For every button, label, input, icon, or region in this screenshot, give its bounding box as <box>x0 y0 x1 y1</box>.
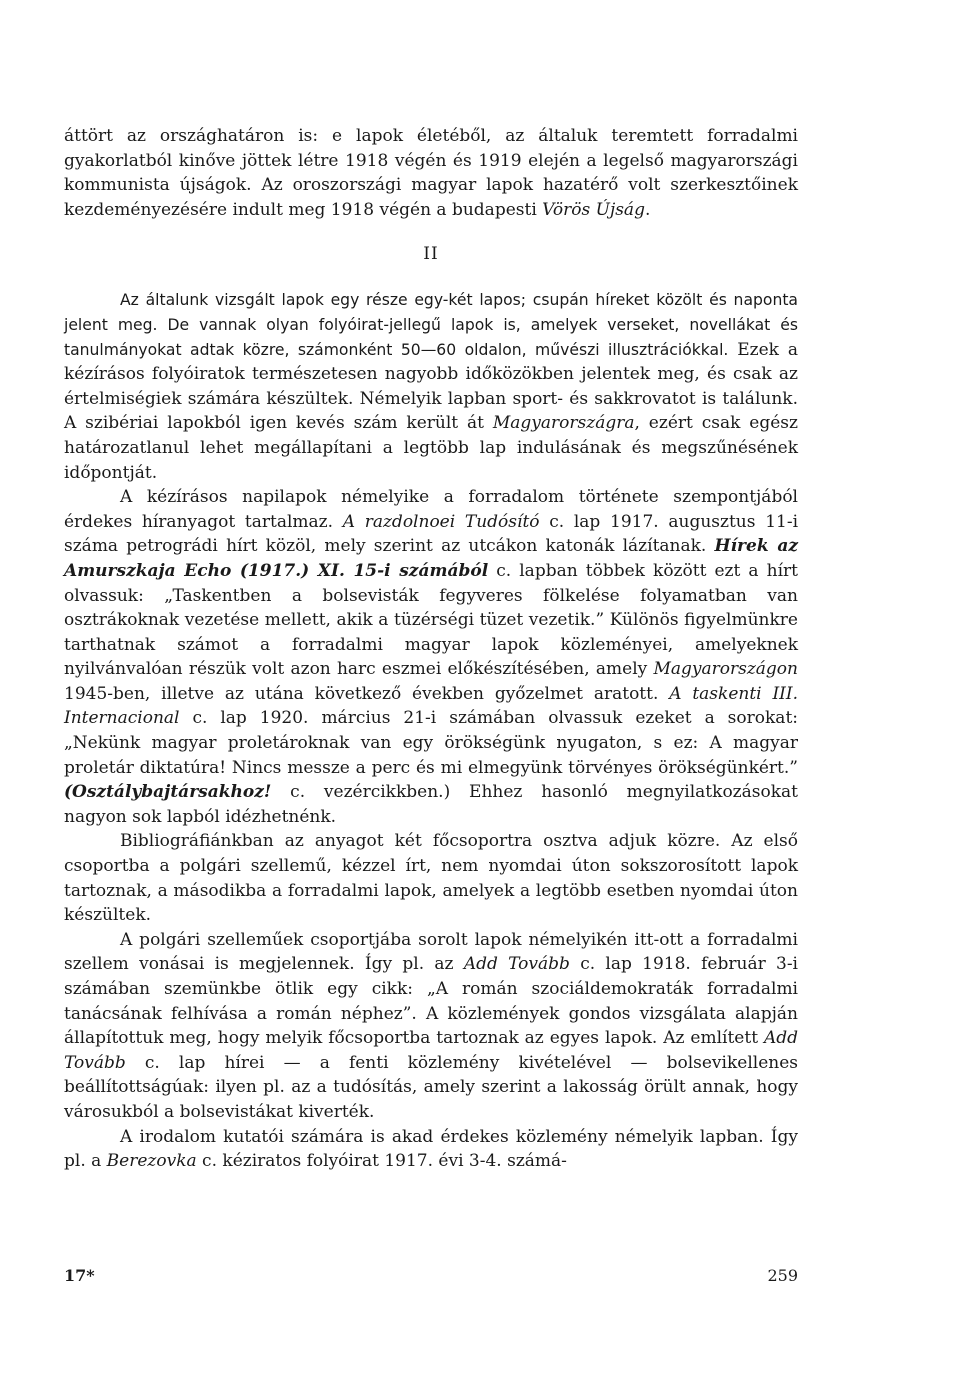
text-run: c. lapban többek között ezt a hírt olvassuk: „Taskentben a bolsevisták fegyveres fölkelése folyamatban van osztrákoknak vezetése mellett, akik a tüzérségi tüzet vezetik.” Különös figyelmünkre tarthatnak számot a forradalmi magyar lapok közleményei, amelyeknek nyilvánvalóan részük volt azon harc eszmei előkészítésében, amely <box>64 560 798 680</box>
bold-italic-title: (Osztálybajtársakhoz! <box>64 782 272 803</box>
paragraph-4 <box>64 829 798 927</box>
page-number: 259 <box>767 1266 798 1285</box>
text-run: A polgári szelleműek csoportjába sorolt lapok némelyikén itt-ott a forradalmi szellem vonásai is megjelennek. Így pl. az <box>64 929 798 975</box>
text-run: áttört az országhatáron is: e lapok életéből, az általuk teremtett forradalmi gyakorlatból kinőve jöttek létre 1918 végén és 1919 elején a legelső magyarországi kommunista újságok. Az oroszországi magyar lapok hazatérő volt szerkesztőinek kezdeményezésére indult meg 1918 végén a budapesti <box>64 126 798 220</box>
text-run: c. lap 1917. augusztus 11-i száma petrográdi hírt közöl, mely szerint az utcákon katonák lázítanak. <box>64 511 799 557</box>
section-heading: II <box>423 244 439 265</box>
italic-title: A taskenti III. Internacional <box>64 683 798 729</box>
text-run: . <box>644 199 651 220</box>
text-run: c. lap 1918. február 3-i számában szemünkbe ötlik egy cikk: „A román szociáldemokraták forradalmi tanácsának felhívása a román néphez”. A közlemények gondos vizsgálata alapján állapítottuk meg, hogy melyik főcsoportba tartoznak az egyes lapok. Az említett <box>64 954 798 1049</box>
text-run: A kézírásos napilapok némelyike a forradalom története szempontjából érdekes híranyagot tartalmaz. <box>64 487 798 532</box>
italic-title: Berezovka <box>106 1151 197 1172</box>
italic-title: Magyarországon <box>653 659 798 680</box>
signature-mark: 17* <box>64 1266 95 1285</box>
italic-title: Vörös Újság <box>542 199 645 220</box>
text-run: c. kéziratos folyóirat 1917. évi 3-4. számá- <box>196 1151 567 1172</box>
italic-title: Add Tovább <box>64 1028 798 1073</box>
paragraph-1 <box>64 124 798 222</box>
bold-italic-title: Hírek az Amurszkaja Echo (1917.) XI. 15-i számából <box>64 536 798 581</box>
text-run: c. lap hírei — a fenti közlemény kivételével — bolsevikellenes beállítottságúak: ilyen pl. az a tudósítás, amely szerint a lakosság örült annak, hogy városukból a bolsevistákat kiverték. <box>64 1052 798 1122</box>
italic-title: A razdolnoei Tudósító <box>342 511 540 532</box>
text-run: c. lap 1920. március 21-i számában olvassuk ezeket a sorokat: „Nekünk magyar proletároknak van egy örökségünk nyugaton, s ez: A magyar proletár diktatúra! Nincs messze a perc és mi elmegyünk törvényes örökségünkért.” <box>64 708 798 778</box>
paragraph-5 <box>64 928 798 1125</box>
text-run-sans: Az általunk vizsgált lapok egy része egy-két lapos; csupán híreket közölt és naponta jelent meg. De vannak olyan folyóirat-jellegű lapok is, amelyek verseket, novellákat és tanulmányokat adtak közre, számonként 50—60 oldalon, művészi illusztrációkkal. <box>64 291 798 359</box>
page-footer <box>64 1266 798 1292</box>
text-run: A irodalom kutatói számára is akad érdekes közlemény némelyik lapban. Így pl. a <box>64 1126 798 1172</box>
text-run: Bibliográfiánkban az anyagot két főcsoportra osztva adjuk közre. Az első csoportba a polgári szellemű, kézzel írt, nem nyomdai úton sokszorosított lapok tartoznak, a másodikba a forradalmi lapok, amelyek a legtöbb esetben nyomdai úton készültek. <box>64 831 798 926</box>
text-run: Ezek a kézírásos folyóiratok természetesen nagyobb időközökben jelentek meg, és csak az értelmiségiek számára készültek. Némelyik lapban sport- és sakkrovatot is találunk. A szibériai lapokból igen kevés szám került át <box>64 339 799 434</box>
italic-title: Magyarországra <box>492 413 635 434</box>
page-body <box>64 124 798 1374</box>
italic-title: Add Tovább <box>463 954 570 975</box>
paragraph-2 <box>64 288 798 485</box>
text-run: , ezért csak egész határozatlanul lehet megállapítani a legtöbb lap indulásának és megszűnésének időpontját. <box>64 413 798 483</box>
text-run: c. vezércikkben.) Ehhez hasonló megnyilatkozásokat nagyon sok lapból idézhetnénk. <box>64 782 798 827</box>
paragraph-6 <box>64 1125 798 1174</box>
text-run: 1945-ben, illetve az utána következő években győzelmet aratott. <box>64 683 670 704</box>
paragraph-3 <box>64 485 798 829</box>
